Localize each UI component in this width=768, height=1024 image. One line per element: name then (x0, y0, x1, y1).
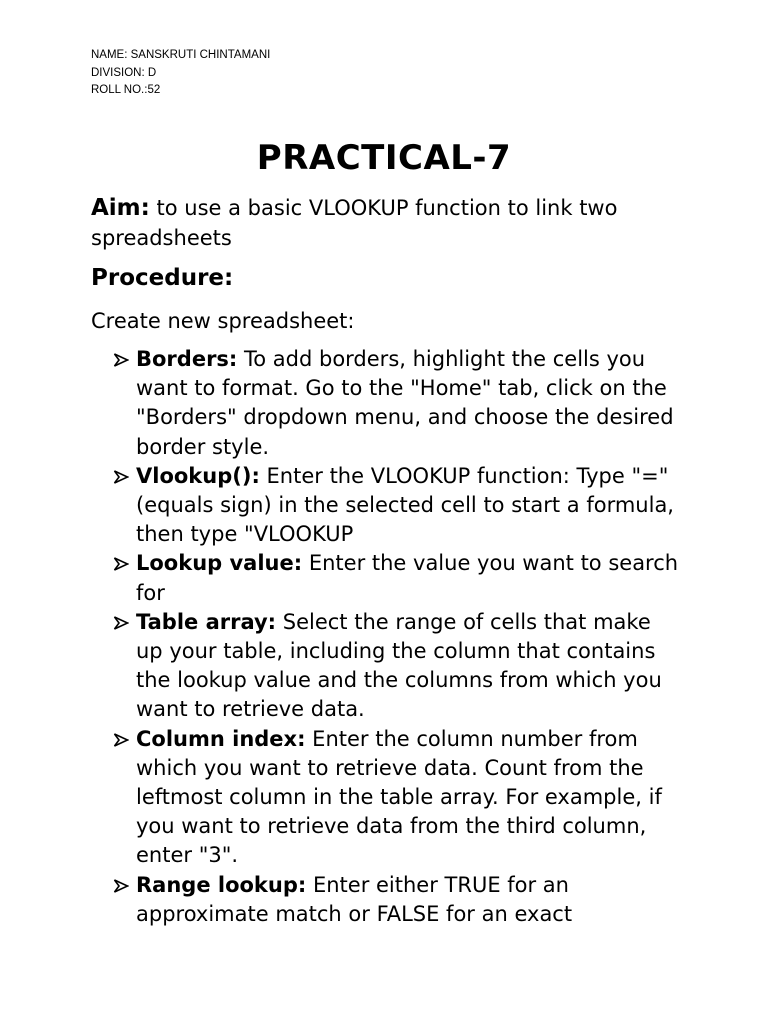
list-item (91, 608, 681, 725)
procedure-intro: Create new spreadsheet: (91, 309, 355, 333)
student-info (91, 47, 270, 100)
student-name: NAME: SANSKRUTI CHINTAMANI (91, 49, 271, 61)
step-term: Lookup value: (136, 551, 303, 576)
procedure-steps (91, 345, 691, 929)
list-item (91, 549, 681, 607)
student-division: DIVISION: D (91, 66, 157, 79)
page-title: PRACTICAL-7 (256, 138, 512, 178)
step-text: To add borders, highlight the cells you want to format. Go to the "Home" tab, click on the "Borders" dropdown menu, and choose the desired border style. (136, 347, 674, 459)
step-term: Vlookup(): (136, 463, 260, 488)
step-text: Enter either TRUE for an approximate match or FALSE for an exact (136, 872, 573, 926)
list-item (91, 345, 681, 462)
arrowhead-bullet-icon (113, 345, 133, 374)
step-term: Table array: (136, 609, 277, 634)
step-text: Select the range of cells that make up your table, including the column that contains the lookup value and the columns from which you want to retrieve data. (136, 609, 662, 722)
arrowhead-bullet-icon (113, 462, 133, 491)
list-item (91, 462, 681, 550)
aim-text: to use a basic VLOOKUP function to link two spreadsheets (91, 196, 618, 250)
step-text: Enter the value you want to search for (136, 551, 679, 605)
step-text: Enter the VLOOKUP function: Type "=" (equals sign) in the selected cell to start a formula, then type "VLOOKUP (136, 463, 674, 547)
arrowhead-bullet-icon (113, 725, 133, 754)
step-term: Range lookup: (136, 872, 307, 897)
list-item (91, 725, 681, 871)
aim-label: Aim: (91, 195, 150, 221)
step-text: Enter the column number from which you want to retrieve data. Count from the leftmost column in the table array. For example, if you want to retrieve data from the third column, enter "3". (136, 726, 662, 868)
student-roll-number: ROLL NO.:52 (91, 84, 161, 96)
procedure-heading: Procedure: (91, 265, 234, 291)
step-term: Column index: (136, 726, 306, 751)
list-item (91, 871, 681, 929)
arrowhead-bullet-icon (113, 549, 133, 578)
arrowhead-bullet-icon (113, 608, 133, 637)
arrowhead-bullet-icon (113, 871, 133, 900)
aim-paragraph (91, 194, 681, 253)
step-term: Borders: (136, 347, 238, 371)
